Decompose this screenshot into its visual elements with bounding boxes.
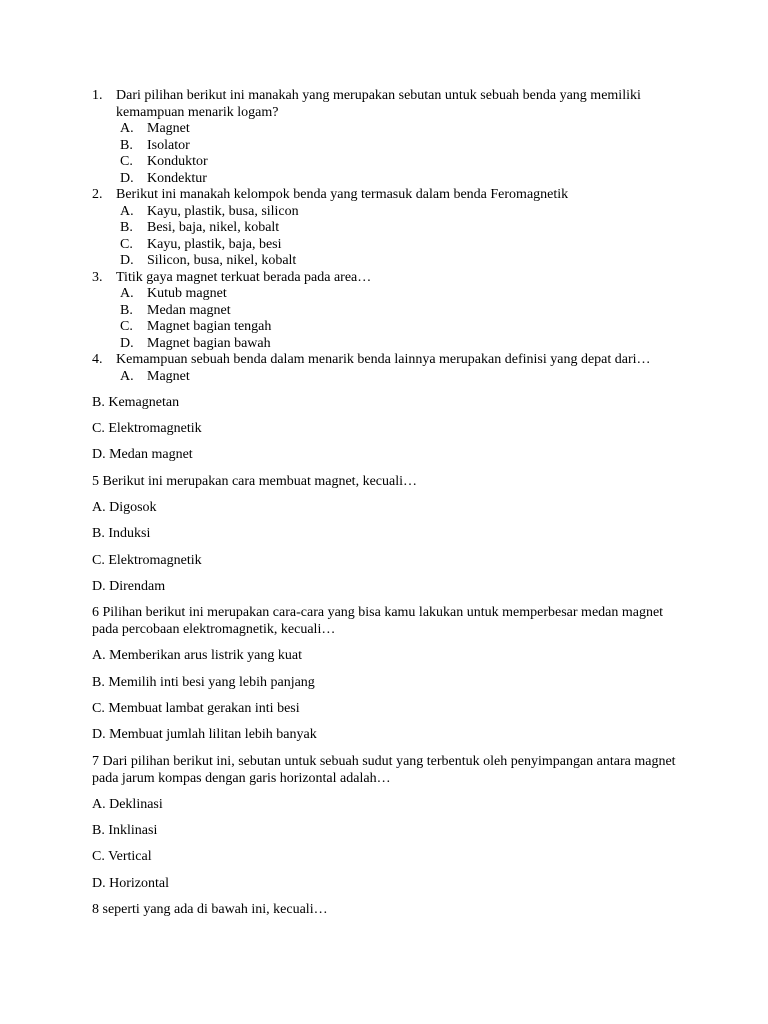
option-text: Silicon, busa, nikel, kobalt bbox=[147, 253, 297, 268]
option-text: Kayu, plastik, busa, silicon bbox=[147, 203, 299, 219]
paragraph-q4-option-c: C. Elektromagnetik bbox=[92, 421, 202, 436]
option-key: C. bbox=[120, 319, 133, 334]
option bbox=[120, 204, 692, 221]
paragraph-question-8: 8 seperti yang ada di bawah ini, kecuali… bbox=[92, 902, 328, 917]
option-text: Medan magnet bbox=[147, 302, 231, 318]
option-key: B. bbox=[120, 220, 133, 235]
paragraph-q6-option-b: B. Memilih inti besi yang lebih panjang bbox=[92, 675, 315, 690]
option bbox=[120, 138, 692, 155]
option-text: Isolator bbox=[147, 137, 190, 153]
paragraph-q6-option-a: A. Memberikan arus listrik yang kuat bbox=[92, 648, 302, 663]
option bbox=[120, 319, 692, 336]
option-key: B. bbox=[120, 302, 133, 318]
option bbox=[120, 154, 692, 171]
option bbox=[120, 369, 692, 386]
paragraph-q7-option-c: C. Vertical bbox=[92, 849, 152, 864]
option-text: Magnet bbox=[147, 121, 190, 136]
option bbox=[120, 237, 692, 254]
paragraph-q7-option-a: A. Deklinasi bbox=[92, 797, 163, 812]
option bbox=[120, 303, 692, 320]
option-text: Kutub magnet bbox=[147, 286, 227, 301]
question-4 bbox=[92, 352, 692, 385]
paragraph-question-6: 6 Pilihan berikut ini merupakan cara-cara yang bisa kamu lakukan untuk memperbesar medan magnet pada percobaan elektromagnetik, kecuali… bbox=[92, 605, 664, 637]
paragraph-q6-option-c: C. Membuat lambat gerakan inti besi bbox=[92, 701, 300, 716]
option-text: Magnet bagian tengah bbox=[147, 319, 272, 334]
option bbox=[120, 336, 692, 353]
question-text: Dari pilihan berikut ini manakah yang merupakan sebutan untuk sebuah benda yang memiliki kemampuan menarik logam? bbox=[116, 88, 641, 120]
option-key: D. bbox=[120, 335, 134, 351]
paragraph-q4-option-d: D. Medan magnet bbox=[92, 447, 193, 462]
paragraph-q7-option-b: B. Inklinasi bbox=[92, 823, 158, 838]
option-key: A. bbox=[120, 286, 134, 301]
option-text: Magnet bagian bawah bbox=[147, 335, 271, 351]
option-key: D. bbox=[120, 170, 134, 186]
question-1 bbox=[92, 88, 692, 187]
paragraph-question-7: 7 Dari pilihan berikut ini, sebutan untuk sebuah sudut yang terbentuk oleh penyimpangan antara magnet pada jarum kompas dengan garis horizontal adalah… bbox=[92, 754, 676, 786]
option-key: A. bbox=[120, 368, 134, 384]
option bbox=[120, 220, 692, 237]
question-text: Titik gaya magnet terkuat berada pada area… bbox=[116, 269, 372, 285]
option-key: D. bbox=[120, 253, 134, 268]
question-number: 4. bbox=[92, 352, 103, 367]
question-number: 3. bbox=[92, 269, 103, 285]
option-text: Kondektur bbox=[147, 170, 207, 186]
option-text: Kayu, plastik, baja, besi bbox=[147, 236, 282, 252]
paragraph-q5-option-c: C. Elektromagnetik bbox=[92, 553, 202, 568]
option bbox=[120, 121, 692, 138]
option bbox=[120, 286, 692, 303]
paragraph-q5-option-d: D. Direndam bbox=[92, 579, 166, 594]
option bbox=[120, 171, 692, 188]
question-2 bbox=[92, 187, 692, 270]
question-text: Berikut ini manakah kelompok benda yang termasuk dalam benda Feromagnetik bbox=[116, 187, 569, 202]
paragraph-q6-option-d: D. Membuat jumlah lilitan lebih banyak bbox=[92, 727, 317, 742]
question-text: Kemampuan sebuah benda dalam menarik benda lainnya merupakan definisi yang depat dari… bbox=[116, 352, 651, 367]
option-text: Besi, baja, nikel, kobalt bbox=[147, 220, 280, 235]
option-key: A. bbox=[120, 203, 134, 219]
option-text: Magnet bbox=[147, 368, 190, 384]
paragraph-q7-option-d: D. Horizontal bbox=[92, 876, 169, 891]
paragraph-q5-option-a: A. Digosok bbox=[92, 500, 157, 515]
paragraph-q5-option-b: B. Induksi bbox=[92, 526, 151, 541]
question-number: 2. bbox=[92, 187, 103, 202]
question-number: 1. bbox=[92, 88, 103, 103]
option-key: B. bbox=[120, 137, 133, 153]
option-key: A. bbox=[120, 121, 134, 136]
option-key: C. bbox=[120, 154, 133, 169]
option-key: C. bbox=[120, 236, 133, 252]
question-3 bbox=[92, 270, 692, 353]
option-text: Konduktor bbox=[147, 154, 208, 169]
option bbox=[120, 253, 692, 270]
paragraph-q4-option-b: B. Kemagnetan bbox=[92, 395, 180, 410]
numbered-question-list bbox=[92, 88, 692, 385]
paragraph-question-5: 5 Berikut ini merupakan cara membuat magnet, kecuali… bbox=[92, 474, 417, 489]
